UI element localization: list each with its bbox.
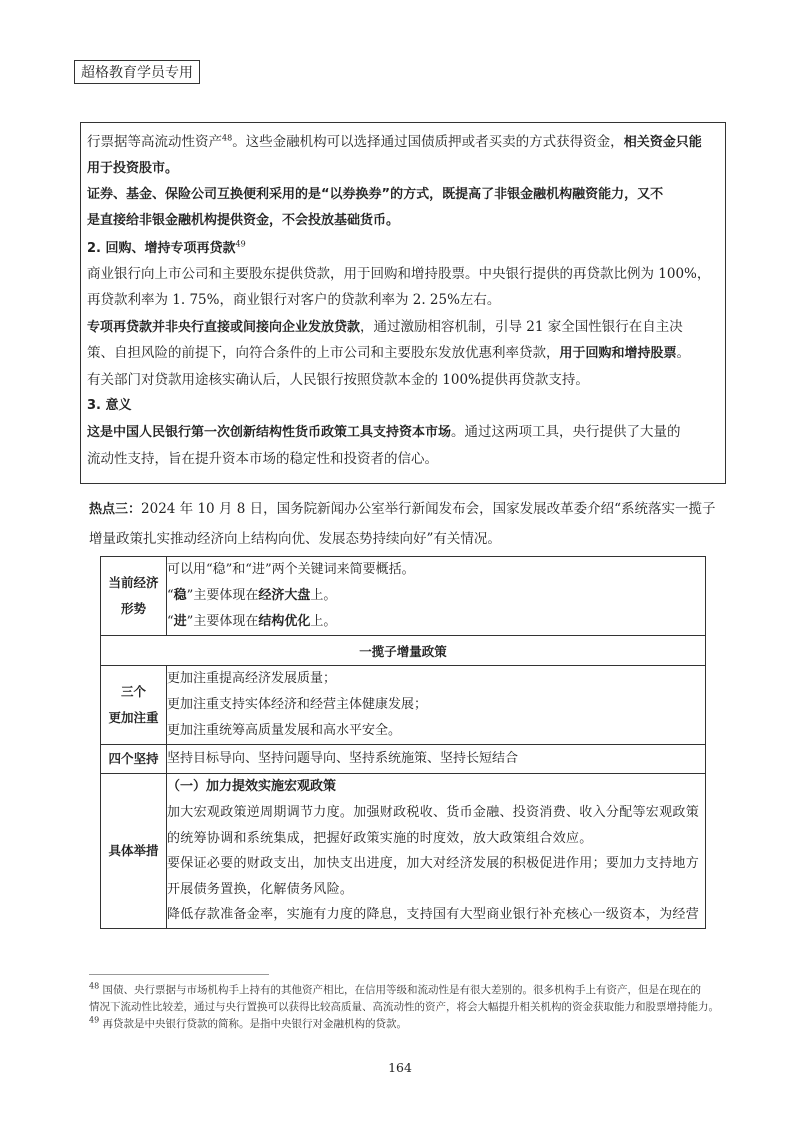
section-heading: 3. 意义 bbox=[87, 397, 132, 413]
content-line: 开展债务置换，化解债务风险。 bbox=[167, 881, 354, 897]
para-line bbox=[87, 340, 719, 366]
label-line: 三个 bbox=[120, 684, 146, 699]
notes-box bbox=[80, 122, 726, 484]
text: 再贷款是中央银行贷款的简称。是指中央银行对金融机构的贷款。 bbox=[102, 1018, 408, 1030]
heading-text: 2. 回购、增持专项再贷款 bbox=[87, 240, 236, 256]
content-line bbox=[167, 583, 705, 609]
bold-text: 结构优化 bbox=[258, 614, 311, 629]
footnote-divider bbox=[89, 974, 269, 975]
content-line: 坚持目标导向、坚持问题导向、坚持系统施策、坚持长短结合 bbox=[167, 751, 519, 766]
bold-text: 相关资金只能 bbox=[623, 135, 702, 150]
label-line: 当前经济 bbox=[108, 575, 159, 590]
row-content bbox=[167, 557, 706, 636]
text: ”主要体现在 bbox=[186, 588, 259, 603]
text: “ bbox=[167, 614, 174, 629]
footnote-ref[interactable]: 49 bbox=[235, 239, 246, 249]
policy-table bbox=[100, 556, 706, 929]
content-line: 更加注重提高经济发展质量； bbox=[167, 671, 337, 686]
text: 上。 bbox=[310, 614, 337, 629]
content-line: 加大宏观政策逆周期调节力度。加强财政税收、货币金融、投资消费、收入分配等宏观政策 bbox=[167, 805, 700, 820]
header-tag: 超格教育学员专用 bbox=[74, 60, 200, 84]
hotspot-label: 热点三： bbox=[89, 502, 142, 517]
content-line bbox=[167, 609, 705, 635]
para-line bbox=[87, 419, 719, 445]
text: 。这些金融机构可以选择通过国债质押或者买卖的方式获得资金， bbox=[232, 134, 624, 150]
content-line: 的统筹协调和系统集成，把握好政策实施的时度效，放大政策组合效应。 bbox=[167, 830, 593, 846]
text: 2024 年 10 月 8 日，国务院新闻办公室举行新闻发布会，国家发展改革委介绍“系统落实一揽子 bbox=[141, 501, 716, 517]
para-line: 商业银行向上市公司和主要股东提供贷款，用于回购和增持股票。中央银行提供的再贷款比例为 100%， bbox=[87, 265, 711, 282]
bold-line: 证券、基金、保险公司互换便利采用的是“以券换券”的方式，既提高了非银金融机构融资能力，又不 bbox=[87, 186, 664, 202]
table-row bbox=[101, 745, 706, 774]
content-line: 更加注重支持实体经济和经营主体健康发展； bbox=[167, 697, 428, 712]
content-line: 更加注重统筹高质量发展和高水平安全。 bbox=[167, 723, 402, 738]
section-heading bbox=[87, 235, 719, 261]
table-row bbox=[101, 774, 706, 929]
para-line bbox=[87, 314, 719, 340]
bold-text: 稳 bbox=[173, 588, 187, 603]
row-content bbox=[167, 666, 706, 745]
text: ”主要体现在 bbox=[186, 614, 259, 629]
bold-text: 专项再贷款并非央行直接或间接向企业发放贷款 bbox=[87, 319, 361, 335]
bold-line: 是直接给非银金融机构提供资金，不会投放基础货币。 bbox=[87, 213, 400, 229]
page-number: 164 bbox=[388, 1060, 412, 1075]
row-label: 具体举措 bbox=[101, 774, 167, 929]
para-line: 再贷款利率为 1. 75%，商业银行对客户的贷款利率为 2. 25%左右。 bbox=[87, 292, 501, 309]
content-line: 降低存款准备金率，实施有力度的降息，支持国有大型商业银行补充核心一级资本，为经营 bbox=[167, 907, 700, 922]
para-line: 增量政策扎实推动经济向上结构向优、发展态势持续向好”有关情况。 bbox=[89, 531, 501, 547]
row-content bbox=[167, 745, 706, 774]
bold-text: 用于投资股市。 bbox=[87, 161, 179, 177]
content-line: 要保证必要的财政支出，加快支出进度，加大对经济发展的积极促进作用；要加力支持地方 bbox=[167, 856, 700, 871]
text: 国债、央行票据与市场机构手上持有的其他资产相比，在信用等级和流动性是有很大差别的。很多机构手上有资产，但是在现在的 bbox=[102, 984, 702, 996]
bold-text: 进 bbox=[173, 614, 187, 629]
footnote-ref[interactable]: 48 bbox=[222, 133, 233, 143]
text: 。通过这两项工具，央行提供了大量的 bbox=[451, 424, 681, 441]
footnote-mark: 49 bbox=[89, 1016, 100, 1025]
footnote-line: 情况下流动性比较差，通过与央行置换可以获得比较高质量、高流动性的资产，将会大幅提升相关机构的资金获取能力和股票增持能力。 bbox=[89, 1001, 719, 1013]
section-row: 一揽子增量政策 bbox=[101, 636, 706, 666]
bold-text: 用于回购和增持股票 bbox=[559, 346, 677, 362]
para-line bbox=[87, 129, 719, 155]
footnote-mark: 48 bbox=[89, 982, 100, 991]
row-content bbox=[167, 774, 706, 929]
text: 。 bbox=[676, 345, 691, 362]
para-line: 有关部门对贷款用途核实确认后，人民银行按照贷款本金的 100%提供再贷款支持。 bbox=[87, 371, 589, 388]
bold-text: 经济大盘 bbox=[258, 588, 311, 603]
table-row bbox=[101, 636, 706, 666]
text: ，通过激励相容机制，引导 21 家全国性银行在自主决 bbox=[360, 318, 683, 335]
row-label bbox=[101, 557, 167, 636]
content-heading: （一）加力提效实施宏观政策 bbox=[167, 779, 337, 794]
label-line: 更加注重 bbox=[108, 710, 159, 725]
para-line: 流动性支持，旨在提升资本市场的稳定性和投资者的信心。 bbox=[87, 450, 438, 467]
footnote bbox=[89, 982, 729, 999]
hotspot-paragraph bbox=[89, 494, 729, 554]
para-line bbox=[89, 494, 729, 524]
content-line: 可以用“稳”和“进”两个关键词来简要概括。 bbox=[167, 562, 415, 577]
text: 行票据等高流动性资产 bbox=[87, 134, 222, 150]
text: “ bbox=[167, 588, 174, 603]
label-line: 形势 bbox=[120, 601, 146, 616]
table-row bbox=[101, 557, 706, 636]
footnotes bbox=[89, 982, 729, 1033]
text: 策、自担风险的前提下，向符合条件的上市公司和主要股东发放优惠利率贷款， bbox=[87, 345, 560, 362]
row-label bbox=[101, 666, 167, 745]
para-line bbox=[87, 155, 719, 181]
row-label: 四个坚持 bbox=[101, 745, 167, 774]
text: 上。 bbox=[310, 588, 337, 603]
footnote bbox=[89, 1016, 729, 1033]
table-row bbox=[101, 666, 706, 745]
bold-text: 这是中国人民银行第一次创新结构性货币政策工具支持资本市场 bbox=[87, 425, 452, 441]
